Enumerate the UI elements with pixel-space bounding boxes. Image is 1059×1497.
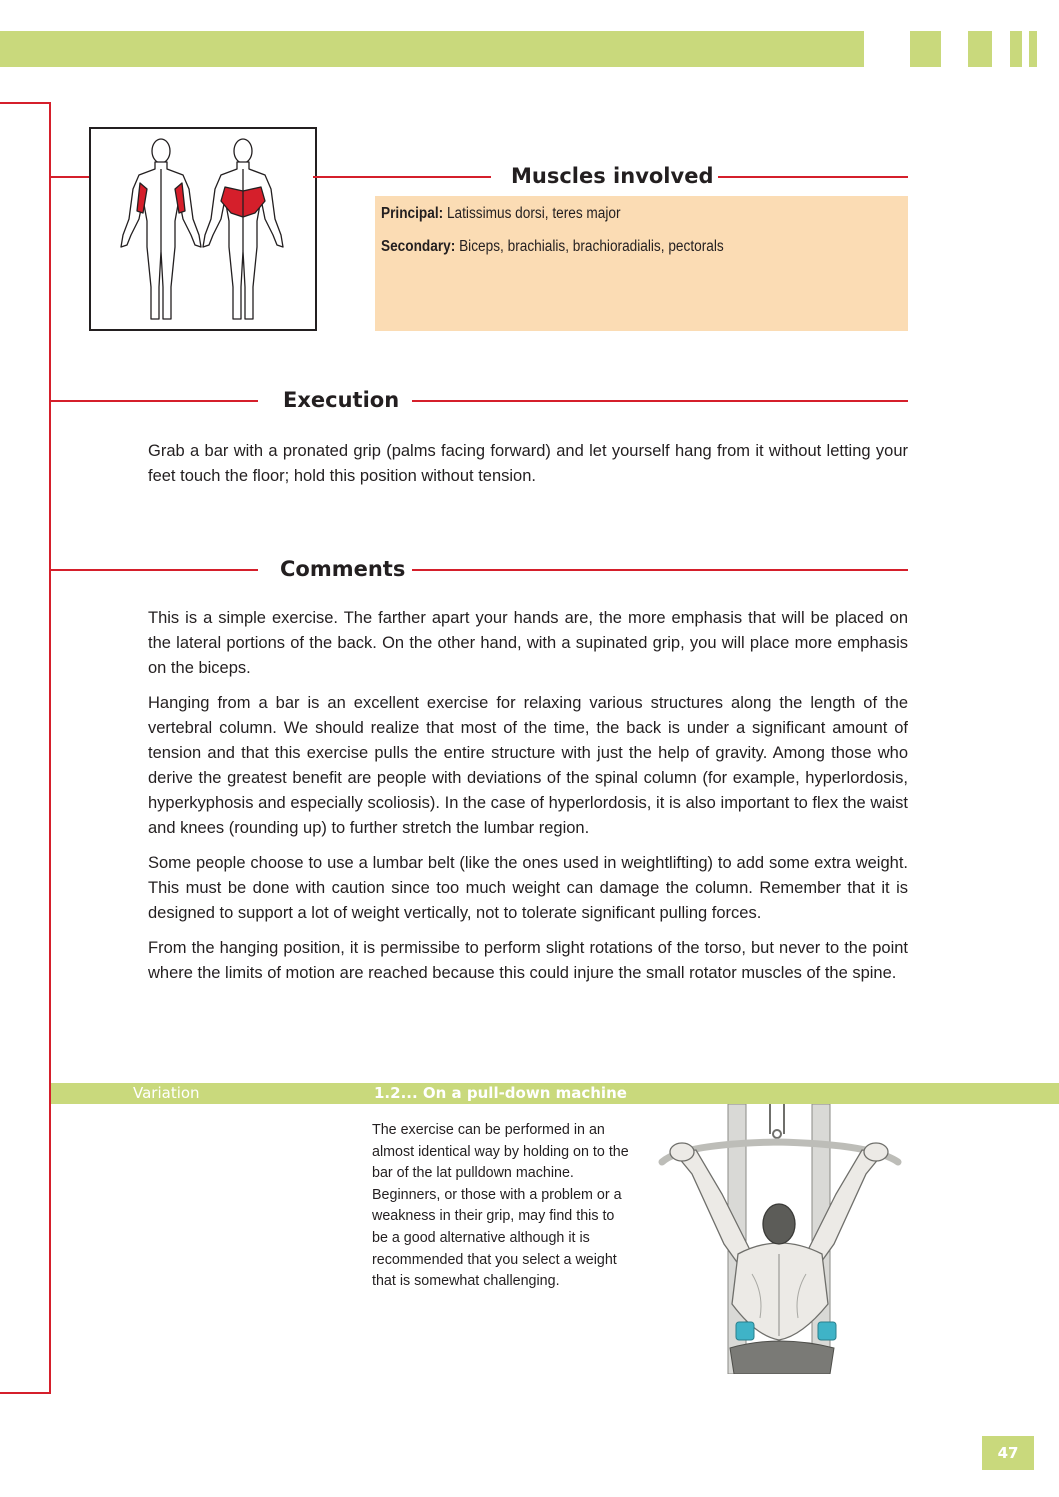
divider-line xyxy=(313,176,491,178)
comments-text xyxy=(148,606,908,996)
comments-heading: Comments xyxy=(280,557,406,581)
secondary-text: Biceps, brachialis, brachioradialis, pectorals xyxy=(459,238,724,255)
comments-paragraph: From the hanging position, it is permissibe to perform slight rotations of the torso, but never to the point where the limits of motion are reached because this could injure the small rotator muscles of the spine. xyxy=(148,939,908,982)
header-band xyxy=(0,31,864,67)
secondary-line xyxy=(381,238,724,256)
execution-text xyxy=(148,439,908,499)
comments-paragraph: This is a simple exercise. The farther apart your hands are, the more emphasis that will be placed on the lateral portions of the back. On the other hand, with a supinated grip, you will place more emphasis on the biceps. xyxy=(148,609,908,677)
divider-line xyxy=(51,400,258,402)
margin-bracket xyxy=(49,102,51,1394)
variation-label: Variation xyxy=(133,1084,200,1102)
divider-line xyxy=(51,569,258,571)
muscle-diagram xyxy=(89,127,317,331)
header-block xyxy=(910,31,941,67)
execution-heading: Execution xyxy=(283,388,400,412)
principal-label: Principal: xyxy=(381,205,444,222)
divider-line xyxy=(718,176,908,178)
muscles-heading: Muscles involved xyxy=(511,164,714,188)
page-number: 47 xyxy=(982,1436,1034,1470)
secondary-label: Secondary: xyxy=(381,238,456,255)
header-block xyxy=(1029,31,1037,67)
comments-paragraph: Some people choose to use a lumbar belt (like the ones used in weightlifting) to add some extra weight. This must be done with caution since too much weight can damage the column. Remember that it is designed to support a lot of weight vertically, not to tolerate significant pulling forces. xyxy=(148,854,908,922)
margin-bracket-bottom xyxy=(0,1392,51,1394)
execution-paragraph: Grab a bar with a pronated grip (palms facing forward) and let yourself hang from it without letting your feet touch the floor; hold this position without tension. xyxy=(148,442,908,485)
divider-line xyxy=(412,400,908,402)
divider-line xyxy=(412,569,908,571)
variation-text: The exercise can be performed in an almost identical way by holding on to the bar of the lat pulldown machine. Beginners, or those with a problem or a weakness in their grip, may find this to be a good alternative although it is recommended that you select a weight that is somewhat challenging. xyxy=(372,1122,629,1290)
lat-pulldown-icon xyxy=(652,1104,908,1374)
body-figures-icon xyxy=(91,129,315,329)
margin-bracket-top xyxy=(0,102,51,104)
principal-line xyxy=(381,205,621,223)
comments-paragraph: Hanging from a bar is an excellent exercise for relaxing various structures along the length of the vertebral column. We should realize that most of the time, the back is under a significant amount of tension and that this exercise pulls the entire structure with just the help of gravity. Among those who derive the greatest benefit are people with deviations of the spinal column (for example, hyperlordosis, hyperkyphosis and especially scoliosis). In the case of hyperlordosis, it is also important to flex the waist and knees (rounding up) to further stretch the lumbar region. xyxy=(148,694,908,837)
header-block xyxy=(968,31,992,67)
variation-band xyxy=(51,1083,1059,1104)
principal-text: Latissimus dorsi, teres major xyxy=(446,205,621,222)
muscles-panel xyxy=(375,196,908,331)
divider-line xyxy=(51,176,89,178)
pulldown-illustration xyxy=(652,1104,908,1374)
variation-title: 1.2... On a pull-down machine xyxy=(374,1084,627,1102)
header-block xyxy=(1010,31,1022,67)
